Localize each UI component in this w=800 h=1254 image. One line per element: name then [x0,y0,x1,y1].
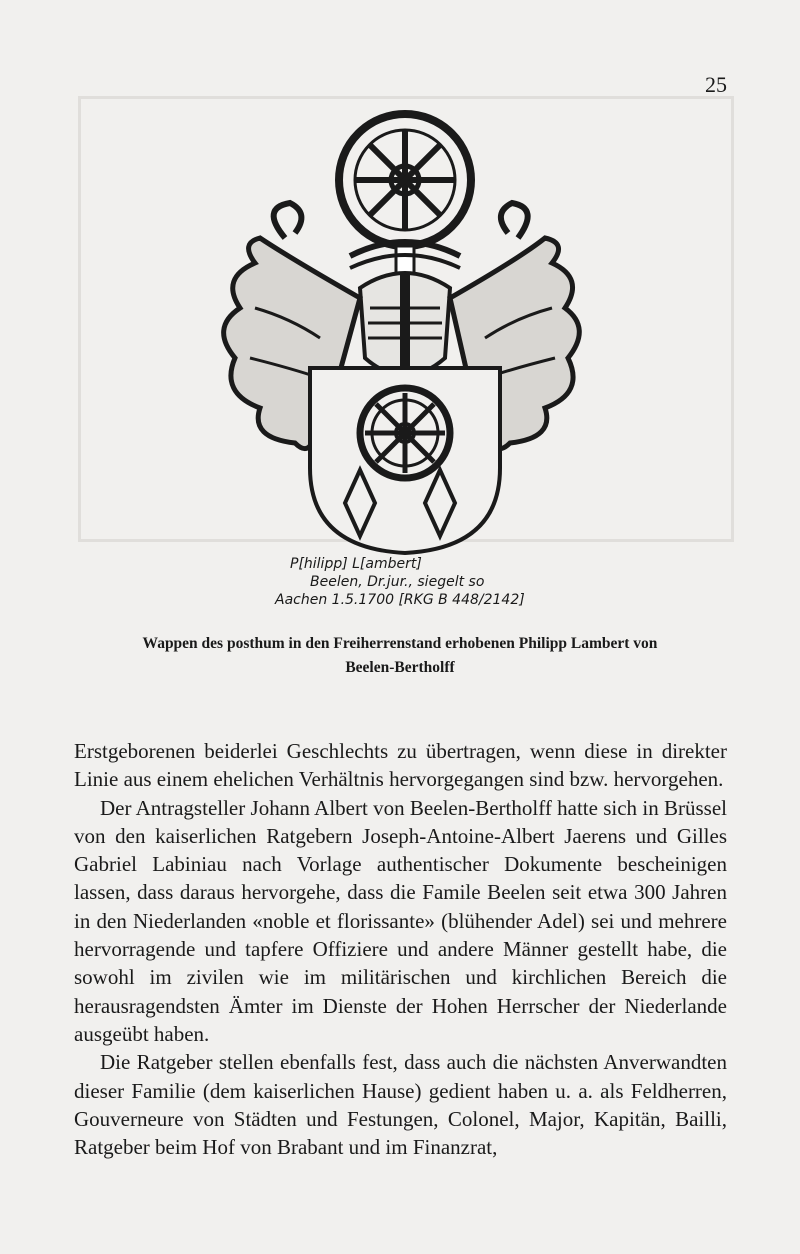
handwritten-line: Beelen, Dr.jur., siegelt so [310,574,485,590]
coat-of-arms-figure [200,108,600,628]
figure-caption [70,632,730,680]
paragraph: Die Ratgeber stellen ebenfalls fest, dass auch die nächsten Anverwandten dieser Familie (dem kaiserlichen Hause) gedient haben u. a. als Feldherren, Gouverneure von Städten und Festungen, Colonel, Major, Kapitän, Bailli, Ratgeber beim Hof von Brabant und im Finanzrat, [74,1050,727,1160]
handwritten-line: Aachen 1.5.1700 [RKG B 448/2142] [275,592,525,608]
caption-line: Wappen des posthum in den Freiherrenstand erhobenen Philipp Lambert von [142,635,658,652]
coat-of-arms-illustration-icon [200,108,600,628]
caption-line: Beelen-Bertholff [345,659,455,676]
handwritten-line: P[hilipp] L[ambert] [290,556,422,572]
paragraph: Der Antragsteller Johann Albert von Beelen-Bertholff hatte sich in Brüssel von den kaiserlichen Ratgebern Joseph-Antoine-Albert Jaerens und Gilles Gabriel Labiniau nach Vorlage authentischer Dokumente bescheinigen lassen, dass daraus hervorgehe, dass die Famile Beelen seit etwa 300 Jahren in den Niederlanden «noble et florissante» (blühender Adel) sei und mehrere hervorragende und tapfere Offiziere und andere Männer gestellt habe, die sowohl im zivilen wie im militärischen und kirchlichen Bereich die herausragendsten Ämter im Dienste der Hohen Herrscher der Niederlande ausgeübt haben. [74,795,727,1046]
body-text [74,737,727,1161]
paragraph: Erstgeborenen beiderlei Geschlechts zu übertragen, wenn diese in direkter Linie aus einem ehelichen Verhältnis hervorgegangen sind bzw. hervorgehen. [74,739,727,792]
page-number: 25 [705,72,727,97]
